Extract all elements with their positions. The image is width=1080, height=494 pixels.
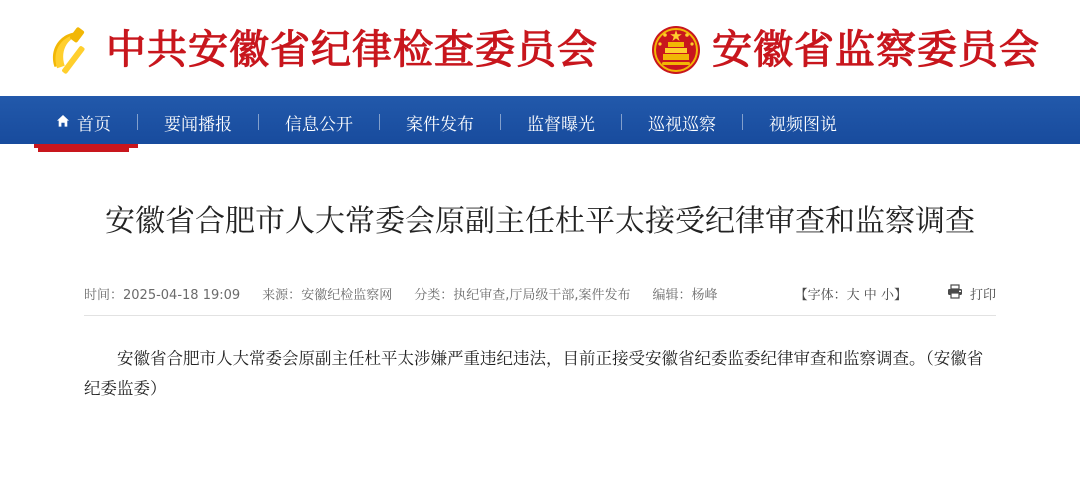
nav-item-list <box>30 96 863 148</box>
nav-label: 首页 <box>77 114 111 135</box>
main-navigation <box>0 96 1080 148</box>
nav-label: 巡视巡察 <box>648 114 716 135</box>
article <box>0 148 1080 405</box>
brand-right-text: 安徽省监察委员会 <box>712 27 1040 73</box>
meta-right-group <box>795 284 996 303</box>
article-meta <box>84 284 996 316</box>
font-size-control <box>795 284 907 303</box>
meta-left-group <box>84 284 718 303</box>
font-size-small[interactable]: 小 <box>880 287 894 303</box>
meta-category <box>414 284 630 303</box>
nav-item-inspection[interactable] <box>622 96 742 148</box>
nav-label: 视频图说 <box>769 114 837 135</box>
nav-active-indicator <box>34 144 138 148</box>
font-size-medium[interactable]: 中 <box>863 287 877 303</box>
article-body: 安徽省合肥市人大常委会原副主任杜平太涉嫌严重违纪违法，目前正接受安徽省纪委监委纪律审查和监察调查。（安徽省纪委监委） <box>84 348 984 399</box>
hammer-sickle-icon <box>40 22 96 78</box>
meta-source <box>262 284 392 303</box>
print-label: 打印 <box>969 287 996 303</box>
brand-left[interactable] <box>40 22 598 78</box>
nav-item-supervision[interactable] <box>501 96 621 148</box>
meta-category-value: 执纪审查,厅局级干部,案件发布 <box>453 287 631 303</box>
printer-icon <box>947 284 963 303</box>
masthead <box>0 0 1080 96</box>
home-icon <box>56 113 70 133</box>
national-emblem-icon <box>650 24 702 76</box>
nav-item-video[interactable] <box>743 96 863 148</box>
font-size-suffix: 】 <box>893 287 907 303</box>
nav-label: 监督曝光 <box>527 114 595 135</box>
brand-left-text: 中共安徽省纪律检查委员会 <box>106 27 598 73</box>
page-title: 安徽省合肥市人大常委会原副主任杜平太接受纪律审查和监察调查 <box>105 204 975 239</box>
nav-label: 要闻播报 <box>164 114 232 135</box>
meta-time-value: 2025-04-18 19:09 <box>123 287 241 303</box>
nav-item-disclosure[interactable] <box>259 96 379 148</box>
font-size-prefix: 【字体： <box>794 287 847 303</box>
nav-underline <box>0 144 1080 148</box>
meta-source-label: 来源： <box>262 287 302 303</box>
meta-time <box>84 284 240 303</box>
meta-editor-label: 编辑： <box>652 287 692 303</box>
meta-source-value: 安徽纪检监察网 <box>301 287 393 303</box>
meta-editor-value: 杨峰 <box>691 287 718 303</box>
nav-item-cases[interactable] <box>380 96 500 148</box>
nav-item-news[interactable] <box>138 96 258 148</box>
nav-item-home[interactable] <box>30 96 137 148</box>
meta-editor <box>652 284 717 303</box>
meta-time-label: 时间： <box>84 287 124 303</box>
font-size-large[interactable]: 大 <box>846 287 860 303</box>
nav-label: 信息公开 <box>285 114 353 135</box>
meta-category-label: 分类： <box>414 287 454 303</box>
brand-right[interactable] <box>650 24 1040 76</box>
nav-label: 案件发布 <box>406 114 474 135</box>
print-button[interactable] <box>947 284 996 303</box>
